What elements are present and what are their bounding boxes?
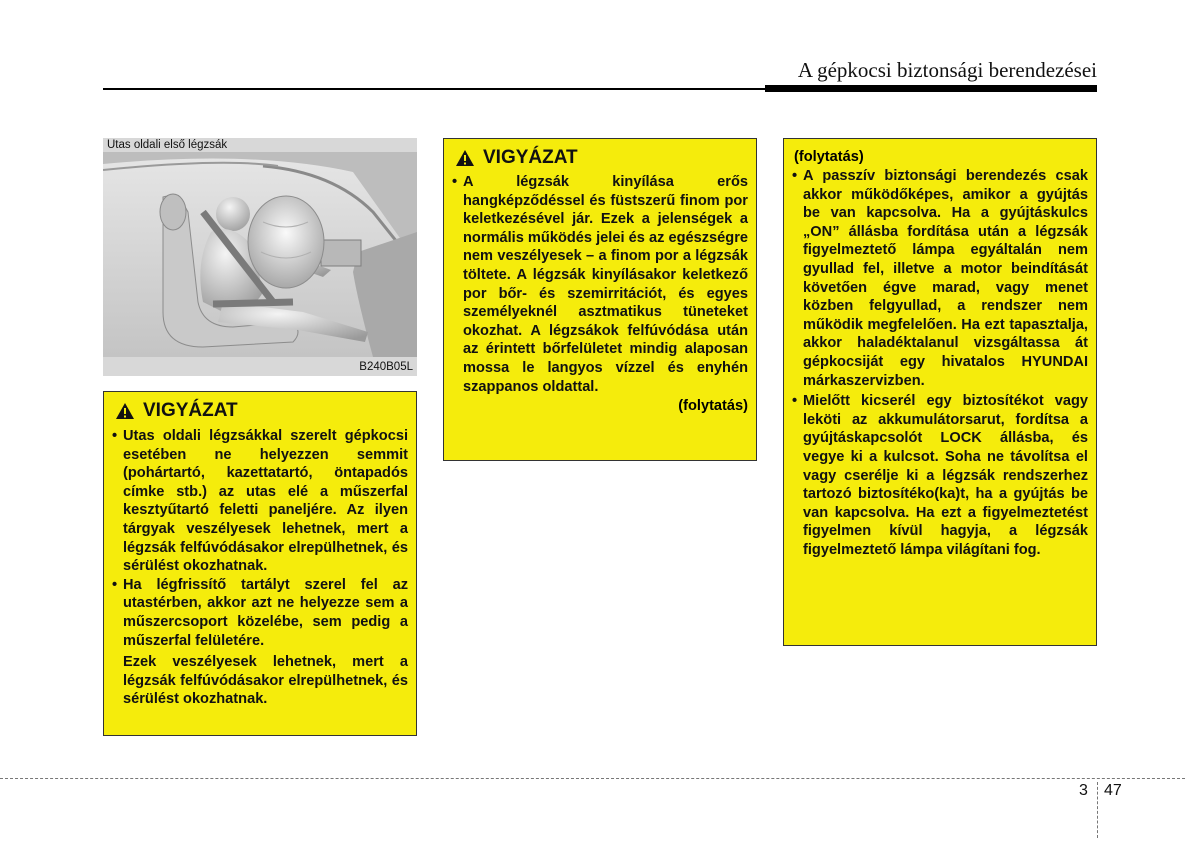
- warning-item: • Mielőtt kicserél egy biztosítékot vagy leköti az akkumulátorsarut, fordítsa a gyújtáskapcsolót LOCK állásba, és vegye ki a kulcsot. Soha ne távolítsa el vagy cserélje ki a légzsák rendszerhez tartozó biztosítéko(ka)t, ha a gyújtás be van kapcsolva. Ha ezt a figyelmeztetést figyelmen kívül hagyja, a légzsák figyelmeztető lámpa világítani fog.: [792, 393, 1088, 558]
- warning-title: VIGYÁZAT: [143, 400, 238, 421]
- warning-triangle-icon: [455, 149, 475, 167]
- warning-item-text: A légzsák kinyílása erős hangképződéssel és füstszerű finom por keletkezésével jár. Ezek a jelenségek a normális működés jelei és az egészségre nem veszélyesek – a finom por a légzsák töltete. A légzsák kinyílásakor keletkező por bőr- és szemirritációt, és egyes személyeknél asztmatikus tüneteket okozhat. A légzsákok felfúvódása után az érintett bőrfelületet mindig alaposan mossa le langyos vízzel és enyhén szappanos oldattal.: [463, 174, 748, 395]
- chapter-number: 3: [1079, 782, 1088, 799]
- warning-box-left: [103, 391, 417, 736]
- footer-dashed-rule: [0, 778, 1185, 779]
- warning-item-text: Ha légfrissítő tartályt szerel fel az utastérben, akkor azt ne helyezze sem a műszercsoport közelébe, sem pedig a műszerfal felületére.: [123, 576, 408, 649]
- warning-item: • Ha légfrissítő tartályt szerel fel az utastérben, akkor azt ne helyezze sem a műszercsoport közelébe, sem pedig a műszerfal felületére.: [112, 576, 408, 649]
- continued-label: (folytatás): [794, 149, 864, 165]
- warning-item: • Utas oldali légzsákkal szerelt gépkocsi esetében ne helyezzen semmit (pohártartó, kazettatartó, öntapadós címke stb.) az utas elé a műszerfal kesztyűtartó feletti paneljére. Az ilyen tárgyak veszélyesek lehetnek, mert a légzsák felfúvódásakor elrepülhetnek, és sérülést okozhatnak.: [112, 428, 408, 575]
- warning-item: • A passzív biztonsági berendezés csak akkor működőképes, amikor a gyújtás be van kapcsolva. Ha a gyújtáskulcs „ON” állásba fordítása után a légzsák figyelmeztető lámpa egyáltalán nem gyullad fel, illetve a motor beindítását követően égve marad, vagy menet közben felgyullad, a rendszer nem működik megfelelően. Ha ezt tapasztalja, akkor haladéktalanul vizsgáltassa át gépkocsiját egy hivatalos HYUNDAI márkaszervizben.: [792, 168, 1088, 389]
- warning-triangle-icon: [115, 402, 135, 420]
- airbag-illustration: [103, 138, 417, 376]
- page-header-title: A gépkocsi biztonsági berendezései: [797, 58, 1097, 82]
- figure-caption: Utas oldali első légzsák: [107, 139, 228, 151]
- figure-code: B240B05L: [359, 361, 413, 373]
- continued-label: (folytatás): [678, 398, 748, 415]
- airbag-deployment-drawing: [103, 152, 417, 357]
- warning-item-continuation: Ezek veszélyesek lehetnek, mert a légzsák felfúvódásakor elrepülhetnek, és sérülést okozhatnak.: [123, 654, 408, 708]
- warning-item: • A légzsák kinyílása erős hangképződéssel és füstszerű finom por keletkezésével jár. Ezek a jelenségek a normális működés jelei és az egészségre nem veszélyesek – a finom por a légzsák töltete. A légzsák kinyílásakor keletkező por bőr- és szemirritációt, és egyes személyeknél asztmatikus tüneteket okozhat. A légzsákok felfúvódása után az érintett bőrfelületet mindig alaposan mossa le langyos vízzel és enyhén szappanos oldattal.: [452, 174, 748, 395]
- footer-dashed-divider: [1097, 782, 1098, 838]
- warning-title: VIGYÁZAT: [483, 147, 578, 168]
- warning-heading: [112, 400, 408, 422]
- warning-box-middle: [443, 138, 757, 461]
- warning-item-text: A passzív biztonsági berendezés csak akkor működőképes, amikor a gyújtás be van kapcsolva. Ha a gyújtáskulcs „ON” állásba fordítása után a légzsák figyelmeztető lámpa egyáltalán nem gyullad fel, illetve a motor beindítását követően égve marad, vagy menet közben felgyullad, a rendszer nem működik megfelelően. Ha ezt tapasztalja, akkor haladéktalanul vizsgáltassa át gépkocsiját egy hivatalos HYUNDAI márkaszervizben.: [803, 168, 1088, 389]
- page-number: 47: [1104, 782, 1122, 799]
- warning-item-text: Utas oldali légzsákkal szerelt gépkocsi esetében ne helyezzen semmit (pohártartó, kazettatartó, öntapadós címke stb.) az utas elé a műszerfal kesztyűtartó feletti paneljére. Az ilyen tárgyak veszélyesek lehetnek, mert a légzsák felfúvódásakor elrepülhetnek, és sérülést okozhatnak.: [123, 428, 408, 575]
- warning-box-right: [783, 138, 1097, 646]
- header-rule-thick: [765, 85, 1097, 92]
- warning-item-text: Mielőtt kicserél egy biztosítékot vagy leköti az akkumulátorsarut, fordítsa a gyújtáskapcsolót LOCK állásba, és vegye ki a kulcsot. Soha ne távolítsa el vagy cserélje ki a légzsák rendszerhez tartozó biztosítéko(ka)t, ha a gyújtás be van kapcsolva. Ha ezt a figyelmeztetést figyelmen kívül hagyja, a légzsák figyelmeztető lámpa világítani fog.: [803, 393, 1088, 558]
- warning-heading: [452, 147, 748, 169]
